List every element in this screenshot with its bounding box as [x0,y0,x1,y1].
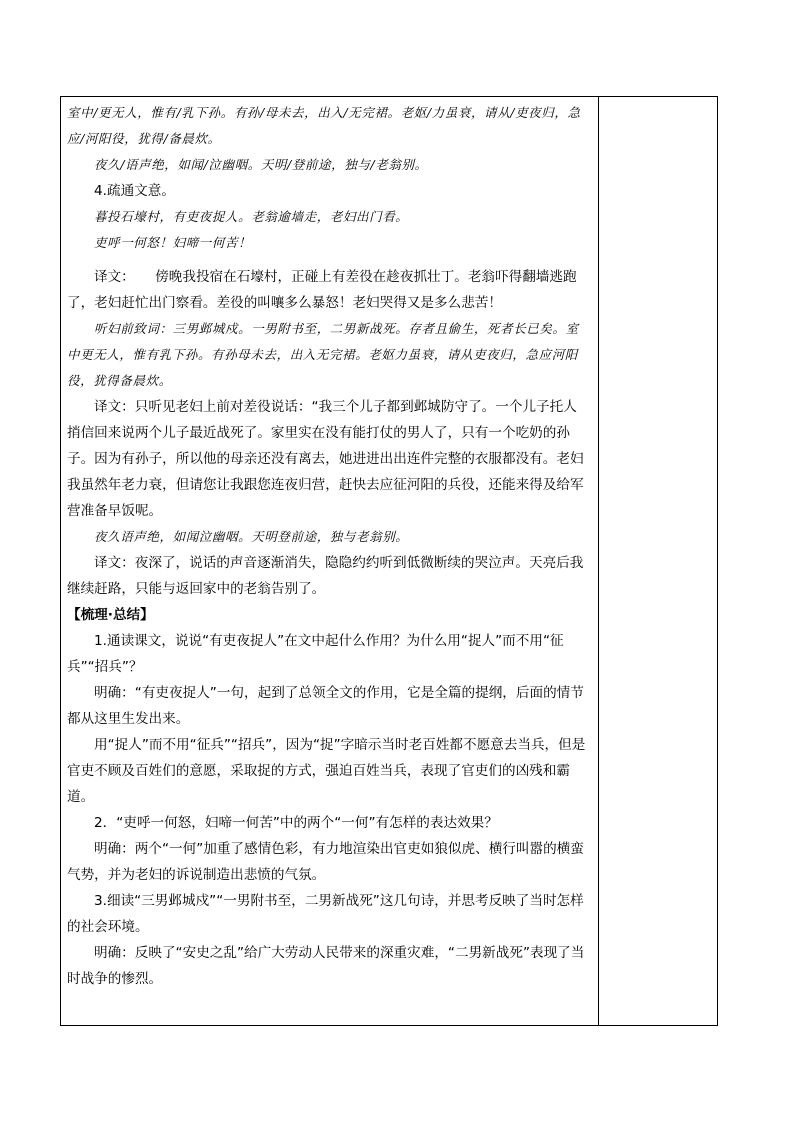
answer-1b: 用“捉人”而不用“征兵”“招兵”，因为“捉”字暗示当时老百姓都不愿意去当兵，但是官吏不顾及百姓们的意愿，采取捉的方式，强迫百姓当兵，表现了官吏们的凶残和霸道。 [67,737,586,805]
poem-line-2: 吏呼一何怒！妇啼一何苦！ [94,235,252,250]
poem-segmented-line-2: 夜久/语声绝，如闻/泣幽咽。天明/登前途，独与/老翁别。 [94,157,428,172]
section-heading-4: 4.疏通文意。 [94,183,175,199]
question-1: 1.通读课文，说说“有吏夜捉人”在文中起什么作用？为什么用“捉人”而不用“征兵”“招兵”？ [67,633,564,675]
answer-1a: 明确：“有吏夜捉人”一句，起到了总领全文的作用，它是全篇的提纲，后面的情节都从这里生发出来。 [67,685,584,727]
answer-3: 明确：反映了“安史之乱”给广大劳动人民带来的深重灾难，“二男新战死”表现了当时战争的惨烈。 [67,945,585,987]
question-3: 3.细读“三男邺城戍”“一男附书至，二男新战死”这几句诗，并思考反映了当时怎样的社会环境。 [67,893,584,935]
translation-3: 译文：夜深了，说话的声音逐渐消失，隐隐约约听到低微断续的哭泣声。天亮后我继续赶路，只能与返回家中的老翁告别了。 [67,555,584,597]
lesson-table [60,96,718,1026]
poem-segmented-line-1: 室中/更无人，惟有/乳下孙。有孙/母未去，出入/无完裙。老妪/力虽衰，请从/吏夜归，急应/河阳役，犹得/备晨炊。 [67,105,581,146]
content-column [61,97,598,992]
poem-stanza-2: 听妇前致词：三男邺城戍。一男附书至，二男新战死。存者且偷生，死者长已矣。室中更无人，惟有乳下孙。有孙母未去，出入无完裙。老妪力虽衰，请从吏夜归，急应河阳役，犹得备晨炊。 [67,321,579,388]
translation-1: 译文： 傍晚我投宿在石壕村，正碰上有差役在趁夜抓壮丁。老翁吓得翻墙逃跑了，老妇赶忙出门察看。差役的叫嚷多么暴怒！老妇哭得又是多么悲苦！ [67,269,577,311]
translation-2: 译文：只听见老妇上前对差役说话：“我三个儿子都到邺城防守了。一个儿子托人捎信回来说两个儿子最近战死了。家里实在没有能打仗的男人了，只有一个吃奶的孙子。因为有孙子，所以他的母亲还没有离去，她进进出出连件完整的衣服都没有。老妇我虽然年老力衰，但请您让我跟您连夜归营，赶快去应征河阳的兵役，还能来得及给军营准备早饭呢。 [67,399,584,519]
content-cell [61,97,599,1026]
poem-stanza-3: 夜久语声绝，如闻泣幽咽。天明登前途，独与老翁别。 [94,529,409,544]
poem-line-1: 暮投石壕村，有吏夜捉人。老翁逾墙走，老妇出门看。 [94,209,409,224]
notes-cell [599,97,718,1026]
answer-2: 明确：两个“一何”加重了感情色彩，有力地渲染出官吏如狼似虎、横行叫嚣的横蛮气势，并为老妇的诉说制造出悲愤的气氛。 [67,841,584,883]
question-2: 2．“吏呼一何怒，妇啼一何苦”中的两个“一何”有怎样的表达效果？ [94,815,498,831]
summary-heading: 【梳理·总结】 [67,607,154,623]
